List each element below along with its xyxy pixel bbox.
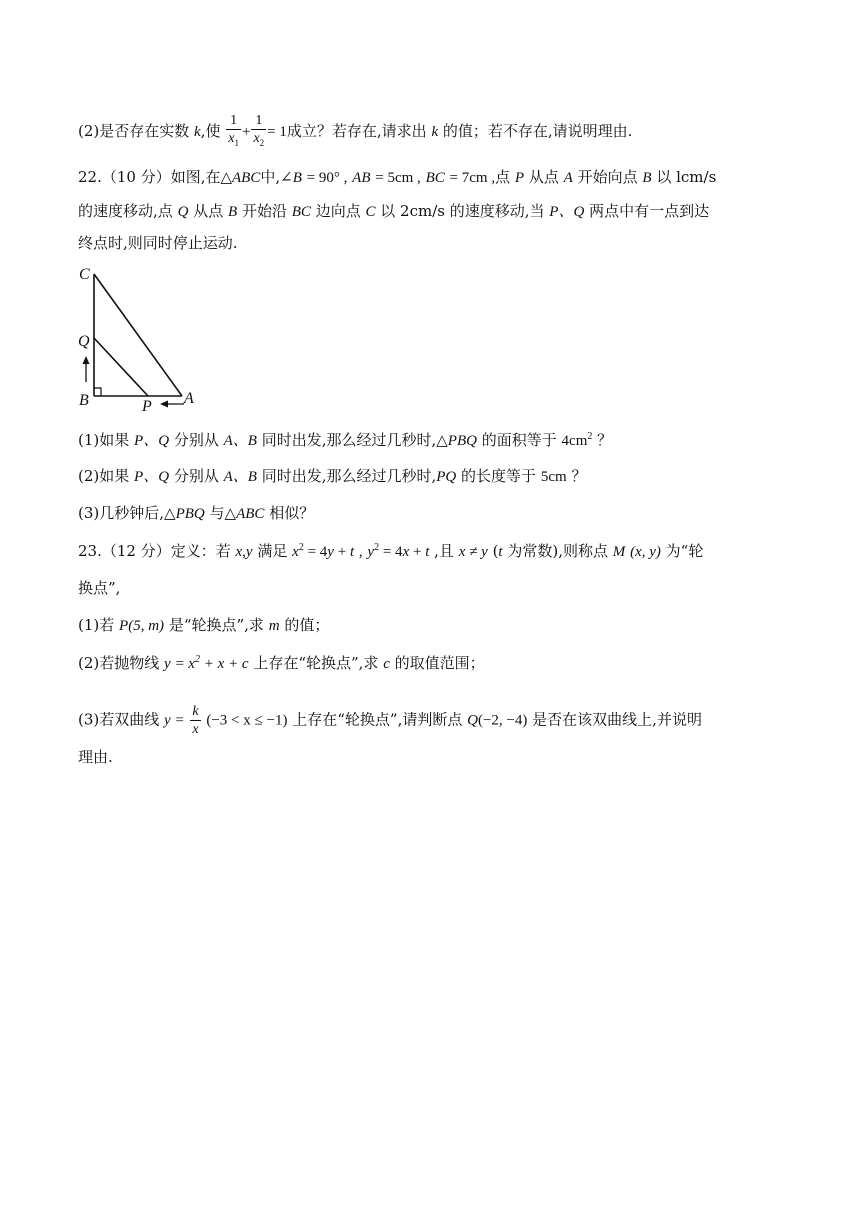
right-angle-marker [94,388,101,396]
var-k: k [431,123,439,140]
comma: , [358,544,363,560]
area-exponent: 2 [587,431,593,442]
q22-text: (1)如果 [78,431,130,449]
frac-den-sub: 1 [234,137,239,148]
q23-text: (3)若双曲线 [78,710,160,729]
q21-text: ,使 [200,121,221,140]
domain-range: (−3 < x ≤ −1) [206,712,288,729]
hyperbola-lhs: y = [164,712,185,729]
bc-value: = 7cm ,点 [449,170,511,186]
q22-text: ？ [597,431,613,449]
parabola-equation: $y = x^2 + x + c$ [164,654,249,672]
q23-text: 的取值范围； [394,654,485,672]
q22-text: 分别从 [173,467,219,485]
var-m: M [612,544,626,560]
q21-part2 [78,112,632,152]
eq-op: + [412,544,422,560]
q23-text: 的值； [284,616,330,634]
q22-text: 同时出发,那么经过几秒时,△ [261,431,448,449]
q22-text: 以 lcm/s [656,168,717,186]
q22-text: 两点中有一点到达 [589,202,710,220]
q22-line2 [78,201,709,222]
q22-text: 从点 [528,168,559,186]
q23-text: ,且 [434,542,454,560]
var-m: m [268,618,280,634]
q23-text: 换点”, [78,579,121,597]
var-y: y [367,544,375,560]
q23-text: 是“轮换点”,求 [168,616,264,634]
var-ab: A、B [223,433,257,449]
var-x: x [402,544,410,560]
var-bc: BC [425,170,445,186]
angle-value: = 90° , [306,170,348,186]
var-x: x [292,544,299,560]
point-p-coords: (5, m) [128,618,165,634]
var-b: B [227,204,238,220]
q23-text: (1)若 [78,616,115,634]
q22-sub3 [78,503,314,524]
var-p: P [514,170,525,186]
parabola-rhs: + x + c [203,656,249,672]
var-c: C [365,204,376,220]
q23-text: 上存在“轮换点”,请判断点 [292,710,463,729]
q23-text: (2)若抛物线 [78,654,160,672]
var-ab: AB [352,170,371,186]
q23-part3-end [78,747,113,767]
q22-text: (3)几秒钟后,△ [78,504,176,522]
q22-text: 中,∠ [260,168,293,186]
q21-text: (2)是否存在实数 [78,121,190,140]
q22-text: (2)如果 [78,467,130,485]
q23-line2 [78,578,120,598]
var-abc: ABC [232,170,261,186]
frac-num: 1 [230,113,238,128]
var-ab: A、B [223,469,257,485]
var-k: k [194,123,201,140]
q23-part3 [78,703,702,738]
ab-value: = 5cm , [375,170,421,186]
q22-text: 边向点 [315,202,361,220]
parabola-lhs: y = x [164,656,195,672]
q22-text: 相似？ [269,504,315,522]
q23-line1 [78,541,703,562]
area-number: 4cm [561,433,588,449]
eq-op: = 4 [307,544,328,560]
q23-text: 上存在“轮换点”,求 [253,654,379,672]
q22-text: 开始向点 [577,168,638,186]
var-a: A [563,170,573,186]
q23-text: 23.（12 分）定义：若 [78,542,231,560]
q22-line3 [78,233,238,253]
arrow-left-head [160,401,168,408]
var-q: Q [177,204,189,220]
var-pbq: PBQ [447,433,477,449]
label-q: Q [78,333,90,350]
var-b: B [642,170,652,186]
q22-line1 [78,167,716,188]
q23-text: ( [492,542,499,560]
frac-den-var: x [228,131,235,146]
label-p: P [142,398,152,412]
q22-sub1 [78,430,612,451]
q22-text: 22.（10 分）如图,在△ [78,168,233,186]
equation-1: $x^2 = 4y + t$ [292,542,355,560]
q22-text: 与△ [209,504,237,522]
eq-op: + [337,544,347,560]
var-b: B [292,170,302,186]
var-bc: BC [291,204,311,220]
var-pq: P、Q [549,204,585,220]
var-xy: x,y [235,544,253,560]
segment-qp [94,338,148,396]
q22-text: ？ [571,467,587,485]
equation-2: $y^2 = 4x + t$ [367,542,430,560]
q22-text: 同时出发,那么经过几秒时, [261,467,437,485]
equals-one: = 1 [267,123,287,140]
q22-sub2 [78,466,586,487]
q21-text: 成立？若存在,请求出 [286,121,427,140]
inequality-x-neq-y: x ≠ y [458,544,488,560]
q23-part2 [78,653,485,674]
var-pq: PQ [436,469,457,485]
var-pq: P、Q [134,433,170,449]
frac-den [251,129,266,152]
var-c: c [383,656,390,672]
q22-text: 分别从 [173,431,219,449]
frac-den-var: x [253,131,260,146]
label-a: A [184,390,194,407]
var-t: t [425,544,430,560]
area-value [562,433,593,449]
q22-text: 以 2cm/s 的速度移动,当 [380,202,545,220]
q23-text: 满足 [257,542,288,560]
q23-text: 为“轮 [665,542,704,560]
frac-num: 1 [255,113,263,128]
point-m-coords: (x, y) [630,544,661,560]
label-b: B [79,392,89,409]
q22-text: 从点 [193,202,224,220]
q22-text: 终点时,则同时停止运动. [78,234,238,252]
plus-sign: + [241,123,251,140]
q21-text: 的值；若不存在,请说明理由. [442,121,633,140]
q22-text: 的长度等于 [461,467,537,485]
q23-text: 为常数),则称点 [507,542,608,560]
fraction-k-over-x [190,703,200,738]
frac-den [226,129,241,152]
label-c: C [79,266,90,283]
arrow-up-head [83,356,90,364]
var-t: t [498,544,503,560]
triangle-figure [76,262,216,412]
eq-op: = 4 [382,544,403,560]
var-abc: ABC [236,506,265,522]
side-ca [94,274,182,396]
q23-part1 [78,615,329,636]
var-p: P [119,618,129,634]
var-q: Q [467,712,478,729]
fraction-1-over-x1 [226,112,241,152]
q23-text: 是否在该双曲线上,并说明 [532,710,702,729]
length-value: 5cm [540,469,567,485]
q22-text: 的面积等于 [481,431,557,449]
var-y: y [327,544,334,560]
frac-den: x [192,722,199,737]
frac-den-sub: 2 [259,137,265,148]
q22-text: 开始沿 [241,202,287,220]
point-q-coords: (−2, −4) [477,712,528,729]
var-pbq: PBQ [175,506,205,522]
fraction-1-over-x2 [251,112,266,152]
q23-text: 理由. [78,748,113,766]
var-pq: P、Q [134,469,170,485]
frac-num: k [192,704,199,719]
q22-text: 的速度移动,点 [78,202,173,220]
var-t: t [349,544,355,560]
